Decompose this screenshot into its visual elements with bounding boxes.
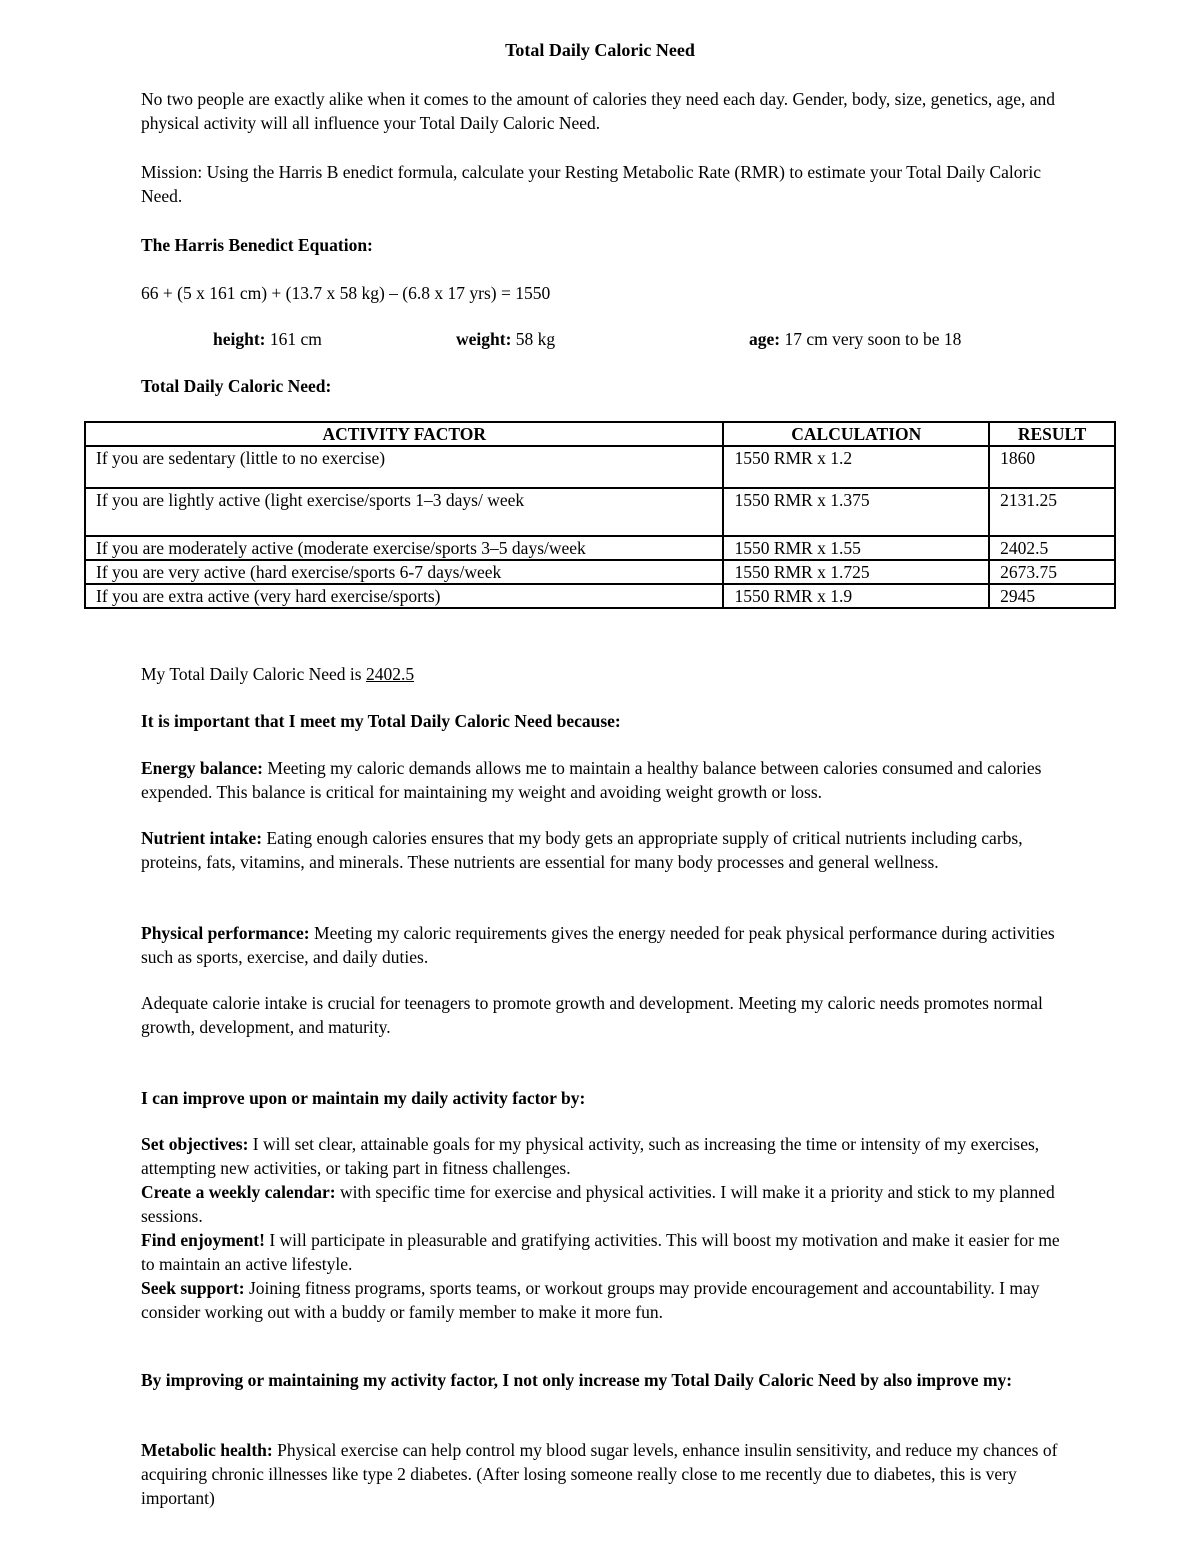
result-cell: 2945 (989, 584, 1115, 608)
activity-factor-table (84, 421, 1116, 609)
calc-cell: 1550 RMR x 1.725 (723, 560, 989, 584)
equation-line: 66 + (5 x 161 cm) + (13.7 x 58 kg) – (6.8 x 17 yrs) = 1550 (141, 283, 551, 303)
improve-text: I will set clear, attainable goals for my physical activity, such as increasing the time or intensity of my exercises, attempting new activities, or taking part in fitness challenges. (141, 1134, 1040, 1178)
mission-paragraph: Mission: Using the Harris B enedict formula, calculate your Resting Metabolic Rate (RMR) to estimate your Total Daily Caloric Need. (141, 162, 1041, 206)
improve-list (141, 1132, 1061, 1324)
table-row (85, 536, 1115, 560)
improve-item-weekly-calendar (141, 1180, 1061, 1228)
height-label: height: (213, 329, 266, 349)
tdcn-heading (141, 374, 1061, 398)
age-value: 17 cm very soon to be 18 (780, 329, 962, 349)
calc-cell: 1550 RMR x 1.2 (723, 446, 989, 488)
improve-label: Create a weekly calendar: (141, 1182, 336, 1202)
height-value: 161 cm (265, 329, 322, 349)
reason-label: Energy balance: (141, 758, 264, 778)
factor-cell: If you are very active (hard exercise/sports 6-7 days/week (85, 560, 723, 584)
header-activity-factor: ACTIVITY FACTOR (85, 422, 723, 446)
important-heading-text: It is important that I meet my Total Daily Caloric Need because: (141, 711, 621, 731)
improve-text: with specific time for exercise and physical activities. I will make it a priority and stick to my planned sessions. (141, 1182, 1055, 1226)
factor-cell: If you are extra active (very hard exercise/sports) (85, 584, 723, 608)
improve-item-seek-support (141, 1276, 1061, 1324)
weight-measure (456, 327, 555, 351)
equation-heading (141, 233, 1061, 257)
age-measure (749, 327, 961, 351)
benefit-metabolic-health (141, 1438, 1061, 1510)
document-title: Total Daily Caloric Need (505, 40, 695, 60)
improve-label: Seek support: (141, 1278, 245, 1298)
reason-text: Eating enough calories ensures that my body gets an appropriate supply of critical nutrients including carbs, proteins, fats, vitamins, and minerals. These nutrients are essential for many body processes and general wellness. (141, 828, 1023, 872)
calc-cell: 1550 RMR x 1.375 (723, 488, 989, 536)
result-cell: 2402.5 (989, 536, 1115, 560)
tdcn-heading-text: Total Daily Caloric Need: (141, 376, 332, 396)
my-need-value: 2402.5 (365, 664, 415, 684)
result-cell: 2131.25 (989, 488, 1115, 536)
reason-energy-balance (141, 756, 1061, 804)
benefit-text: Physical exercise can help control my blood sugar levels, enhance insulin sensitivity, and reduce my chances of acquiring chronic illnesses like type 2 diabetes. (After losing someone really close to me recently due to diabetes, this is very important) (141, 1440, 1058, 1508)
improve-heading (141, 1086, 1061, 1110)
reason-label: Physical performance: (141, 923, 310, 943)
reason-physical-performance (141, 921, 1061, 969)
result-cell: 2673.75 (989, 560, 1115, 584)
table-row (85, 584, 1115, 608)
improve-label: Find enjoyment! (141, 1230, 265, 1250)
calc-cell: 1550 RMR x 1.9 (723, 584, 989, 608)
benefit-heading-text: By improving or maintaining my activity factor, I not only increase my Total Daily Caloric Need by also improve my: (141, 1370, 1013, 1390)
factor-cell: If you are moderately active (moderate exercise/sports 3–5 days/week (85, 536, 723, 560)
factor-cell: If you are sedentary (little to no exercise) (85, 446, 723, 488)
improve-text: I will participate in pleasurable and gratifying activities. This will boost my motivation and make it easier for me to maintain an active lifestyle. (141, 1230, 1060, 1274)
reason-nutrient-intake (141, 826, 1061, 874)
result-cell: 1860 (989, 446, 1115, 488)
my-need-label: My Total Daily Caloric Need is (141, 664, 366, 684)
reason-text: Meeting my caloric requirements gives the energy needed for peak physical performance during activities such as sports, exercise, and daily duties. (141, 923, 1055, 967)
table-header-row (85, 422, 1115, 446)
header-calculation: CALCULATION (723, 422, 989, 446)
calc-cell: 1550 RMR x 1.55 (723, 536, 989, 560)
important-heading (141, 709, 1061, 733)
improve-item-find-enjoyment (141, 1228, 1061, 1276)
improve-label: Set objectives: (141, 1134, 249, 1154)
height-measure (213, 327, 322, 351)
my-need-line (141, 662, 1061, 686)
improve-heading-text: I can improve upon or maintain my daily activity factor by: (141, 1088, 586, 1108)
age-label: age: (749, 329, 781, 349)
benefit-label: Metabolic health: (141, 1440, 273, 1460)
weight-value: 58 kg (511, 329, 556, 349)
reason-text: Meeting my caloric demands allows me to maintain a healthy balance between calories consumed and calories expended. This balance is critical for maintaining my weight and avoiding weight growth or loss. (141, 758, 1042, 802)
teen-note-paragraph: Adequate calorie intake is crucial for teenagers to promote growth and development. Meeting my caloric needs promotes normal growth, development, and maturity. (141, 993, 1043, 1037)
measurements-row (0, 327, 1200, 353)
table-row (85, 488, 1115, 536)
reason-label: Nutrient intake: (141, 828, 263, 848)
weight-label: weight: (456, 329, 512, 349)
table-row (85, 446, 1115, 488)
improve-text: Joining fitness programs, sports teams, or workout groups may provide encouragement and accountability. I may consider working out with a buddy or family member to make it more fun. (141, 1278, 1040, 1322)
benefit-heading (141, 1368, 1061, 1392)
factor-cell: If you are lightly active (light exercise/sports 1–3 days/ week (85, 488, 723, 536)
equation-heading-text: The Harris Benedict Equation: (141, 235, 373, 255)
table-row (85, 560, 1115, 584)
improve-item-set-objectives (141, 1132, 1061, 1180)
intro-paragraph: No two people are exactly alike when it comes to the amount of calories they need each day. Gender, body, size, genetics, age, and physical activity will all influence your Total Daily Caloric Need. (141, 89, 1055, 133)
header-result: RESULT (989, 422, 1115, 446)
